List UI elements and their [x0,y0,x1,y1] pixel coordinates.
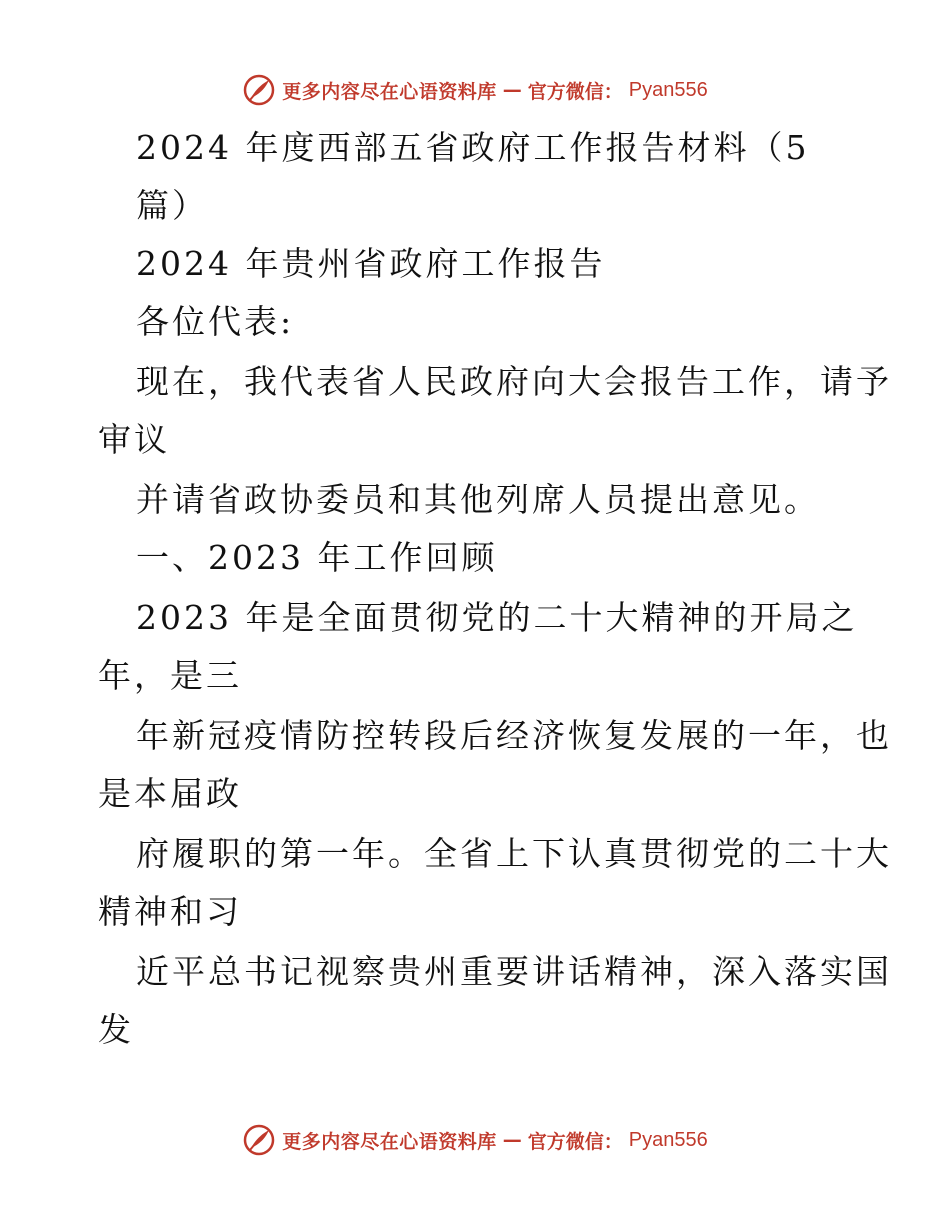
watermark-text: 更多内容尽在心语资料库 [282,1130,497,1153]
wechat-id: Pyan556 [628,78,708,101]
watermark-text: 更多内容尽在心语资料库 [282,80,497,103]
paragraph-line: 审议 [98,420,170,459]
section-heading: 一、2023 年工作回顾 [136,538,498,577]
salutation: 各位代表: [136,302,295,341]
paragraph-line: 年新冠疫情防控转段后经济恢复发展的一年，也 [136,716,892,755]
watermark-separator: — [502,1129,522,1151]
doc-title-line-1: 2024 年度西部五省政府工作报告材料（5 [136,128,810,167]
doc-subtitle: 2024 年贵州省政府工作报告 [136,244,606,283]
watermark-separator: — [502,79,522,101]
footer-watermark [0,1120,950,1160]
paragraph-line: 发 [98,1010,134,1049]
paragraph-line: 是本届政 [98,774,242,813]
quill-circle-icon [242,1123,276,1157]
paragraph-line: 府履职的第一年。全省上下认真贯彻党的二十大 [136,834,892,873]
paragraph-line: 年，是三 [98,656,242,695]
paragraph-line: 2023 年是全面贯彻党的二十大精神的开局之 [136,598,858,637]
doc-title-line-2: 篇） [136,186,208,225]
wechat-id: Pyan556 [628,1128,708,1151]
wechat-label: 官方微信： [527,1130,623,1153]
wechat-label: 官方微信： [527,80,623,103]
paragraph-line: 精神和习 [98,892,242,931]
paragraph-line: 现在，我代表省人民政府向大会报告工作，请予 [136,362,892,401]
paragraph-line: 并请省政协委员和其他列席人员提出意见。 [136,480,820,519]
paragraph-line: 近平总书记视察贵州重要讲话精神，深入落实国 [136,952,892,991]
